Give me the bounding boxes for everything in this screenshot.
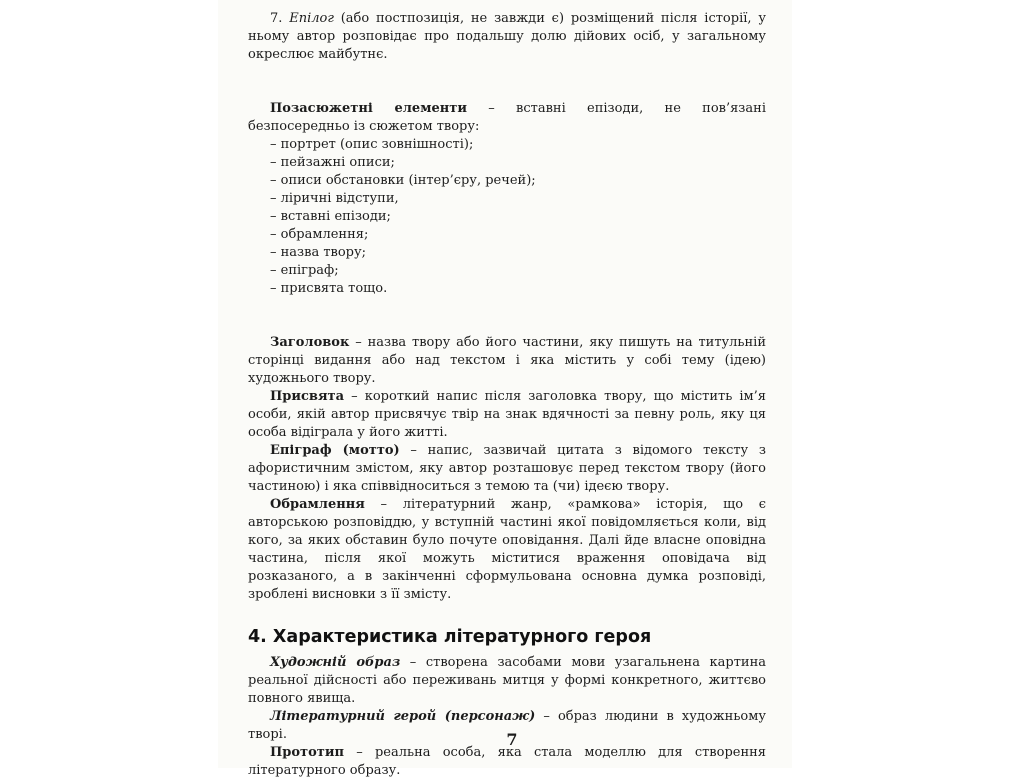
page-content [248, 10, 766, 780]
list-item: – обрамлення; [270, 227, 369, 242]
page-number: 7 [506, 730, 518, 749]
section-heading: 4. Характеристика літературного героя [248, 627, 652, 647]
list-item: – пейзажні описи; [270, 155, 395, 170]
list-item: – описи обстановки (інтер’єру, речей); [270, 173, 536, 188]
definition-epigraph [248, 442, 766, 496]
definition-term: Літературний герой (персонаж) [270, 709, 536, 724]
definition-text: – напис, зазвичай цитата з відомого тексту з афористичним змістом, яку автор розташовує перед текстом твору (його частиною) і яка співвідноситься з темою та (чи) ідеєю твору. [248, 443, 766, 494]
definition-prototype [248, 744, 766, 780]
definition-dedication [248, 388, 766, 442]
spacer [248, 298, 766, 334]
definition-text: – створена засобами мови узагальнена картина реальної дійсності або переживань митця у формі конкретного, життєво повного явища. [248, 655, 766, 706]
definition-text: – реальна особа, яка стала моделлю для створення літературного образу. [248, 745, 766, 778]
list-item: – присвята тощо. [270, 281, 388, 296]
definition-term: Прототип [270, 745, 344, 760]
list-item: – вставні епізоди; [270, 209, 391, 224]
list-item: – ліричні відступи, [270, 191, 399, 206]
epilogue-paragraph [248, 10, 766, 64]
extra-plot-term: Позасюжетні елементи [270, 101, 467, 116]
list-item: – портрет (опис зовнішності); [270, 137, 474, 152]
extra-plot-list [248, 136, 766, 298]
spacer [248, 64, 766, 100]
definition-title [248, 334, 766, 388]
epilogue-number: 7. [270, 11, 283, 26]
list-item: – назва твору; [270, 245, 367, 260]
definition-text: – літературний жанр, «рамкова» історія, що є авторською розповіддю, у вступній частині якої повідомляється коли, від кого, за яких обставин було почуте оповідання. Далі йде власне оповідна частина, після якої можуть міститися враження оповідача від розказаного, а в закінченні сформульована основна думка розповіді, зроблені висновки з її змісту. [248, 497, 766, 602]
definition-text: – короткий напис після заголовка твору, що містить ім’я особи, якій автор присвячує твір на знак вдячності за певну роль, яку ця особа відіграла у його житті. [248, 389, 766, 440]
epilogue-term: Епілог [289, 11, 334, 26]
definition-term: Заголовок [270, 335, 350, 350]
epilogue-text: (або постпозиція, не завжди є) розміщений після історії, у ньому автор розповідає про подальшу долю дійових осіб, у загальному окреслює майбутнє. [248, 11, 766, 62]
definition-text: – назва твору або його частини, яку пишуть на титульній сторінці видання або над текстом і яка містить у собі тему (ідею) художнього твору. [248, 335, 766, 386]
definition-term: Обрамлення [270, 497, 365, 512]
definition-text: – образ людини в художньому творі. [248, 709, 766, 742]
definition-term: Присвята [270, 389, 345, 404]
extra-plot-paragraph [248, 100, 766, 136]
spacer [248, 604, 766, 626]
extra-plot-text: – вставні епізоди, не пов’язані безпосередньо із сюжетом твору: [248, 101, 766, 134]
list-item: – епіграф; [270, 263, 339, 278]
definition-artistic-image [248, 654, 766, 708]
definition-term: Епіграф (мотто) [270, 443, 400, 458]
definition-term: Художній образ [270, 655, 401, 670]
definition-framing [248, 496, 766, 604]
